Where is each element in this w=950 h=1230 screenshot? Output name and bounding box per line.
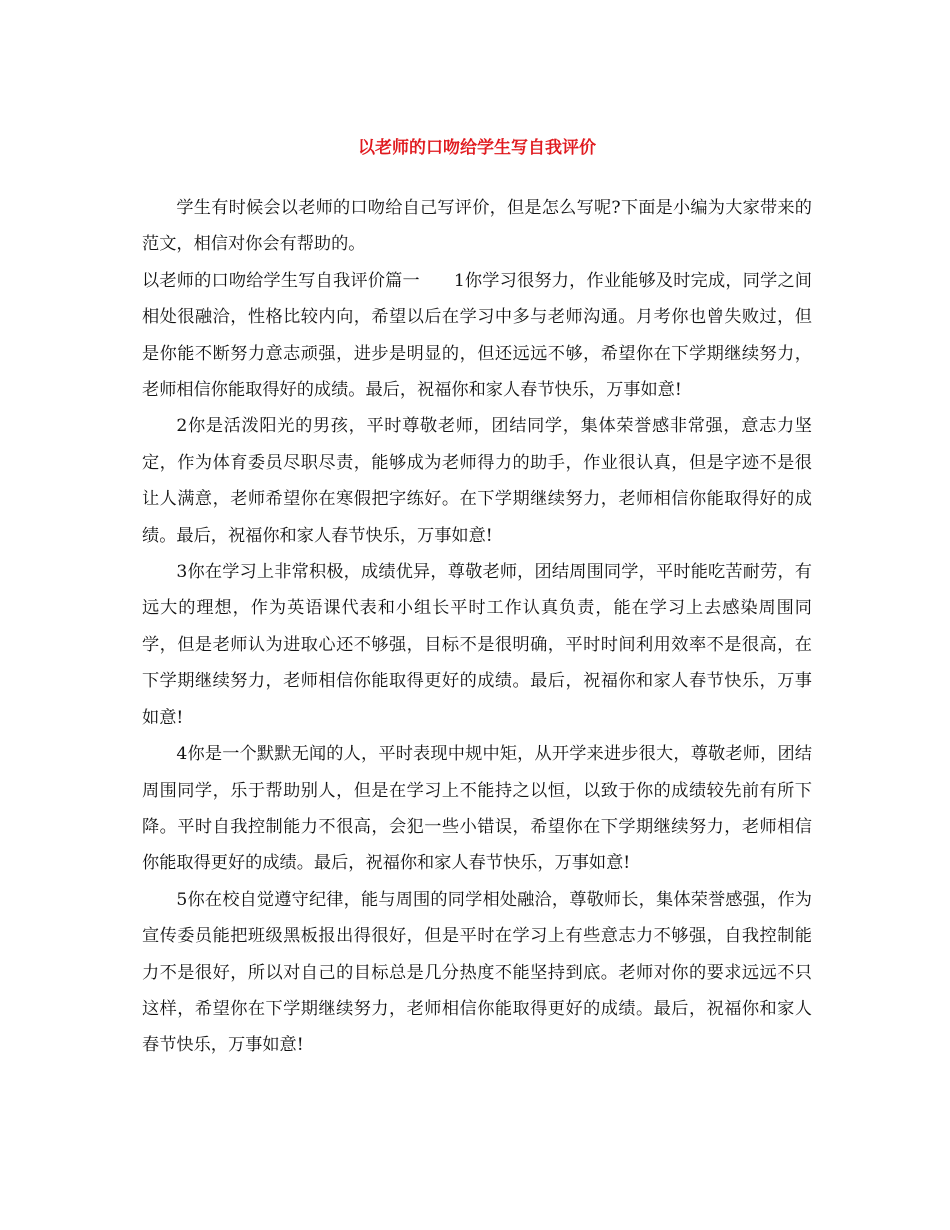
intro-paragraph: 学生有时候会以老师的口吻给自己写评价，但是怎么写呢?下面是小编为大家带来的范文，相信对你会有帮助的。: [142, 198, 812, 255]
paragraph-4: 4你是一个默默无闻的人，平时表现中规中矩，从开学来进步很大，尊敬老师，团结周围同学，乐于帮助别人，但是在学习上不能持之以恒，以致于你的成绩较先前有所下降。平时自我控制能力不很高，会犯一些小错误，希望你在下学期继续努力，老师相信你能取得更好的成绩。最后，祝福你和家人春节快乐，万事如意!: [142, 744, 812, 874]
section-heading: 以老师的口吻给学生写自我评价篇一: [142, 270, 420, 291]
section-first-paragraph: [142, 263, 812, 409]
paragraph-3: 3你在学习上非常积极，成绩优异，尊敬老师，团结周围同学，平时能吃苦耐劳，有远大的理想，作为英语课代表和小组长平时工作认真负责，能在学习上去感染周围同学，但是老师认为进取心还不够强，目标不是很明确，平时时间利用效率不是很高，在下学期继续努力，老师相信你能取得更好的成绩。最后，祝福你和家人春节快乐，万事如意!: [142, 562, 812, 728]
paragraph-2: 2你是活泼阳光的男孩，平时尊敬老师，团结同学，集体荣誉感非常强，意志力坚定，作为体育委员尽职尽责，能够成为老师得力的助手，作业很认真，但是字迹不是很让人满意，老师希望你在寒假把字练好。在下学期继续努力，老师相信你能取得好的成绩。最后，祝福你和家人春节快乐，万事如意!: [142, 416, 812, 546]
paragraph-1: 1你学习很努力，作业能够及时完成，同学之间相处很融洽，性格比较内向，希望以后在学习中多与老师沟通。月考你也曾失败过，但是你能不断努力意志顽强，进步是明显的，但还远远不够，希望你在下学期继续努力，老师相信你能取得好的成绩。最后，祝福你和家人春节快乐，万事如意!: [142, 270, 812, 401]
document-title: 以老师的口吻给学生写自我评价: [358, 138, 596, 158]
document-body: [142, 190, 812, 1064]
paragraph-5: 5你在校自觉遵守纪律，能与周围的同学相处融洽，尊敬师长，集体荣誉感强，作为宣传委员能把班级黑板报出得很好，但是平时在学习上有些意志力不够强，自我控制能力不是很好，所以对自己的目标总是几分热度不能坚持到底。老师对你的要求远远不只这样，希望你在下学期继续努力，老师相信你能取得更好的成绩。最后，祝福你和家人春节快乐，万事如意!: [142, 889, 812, 1056]
